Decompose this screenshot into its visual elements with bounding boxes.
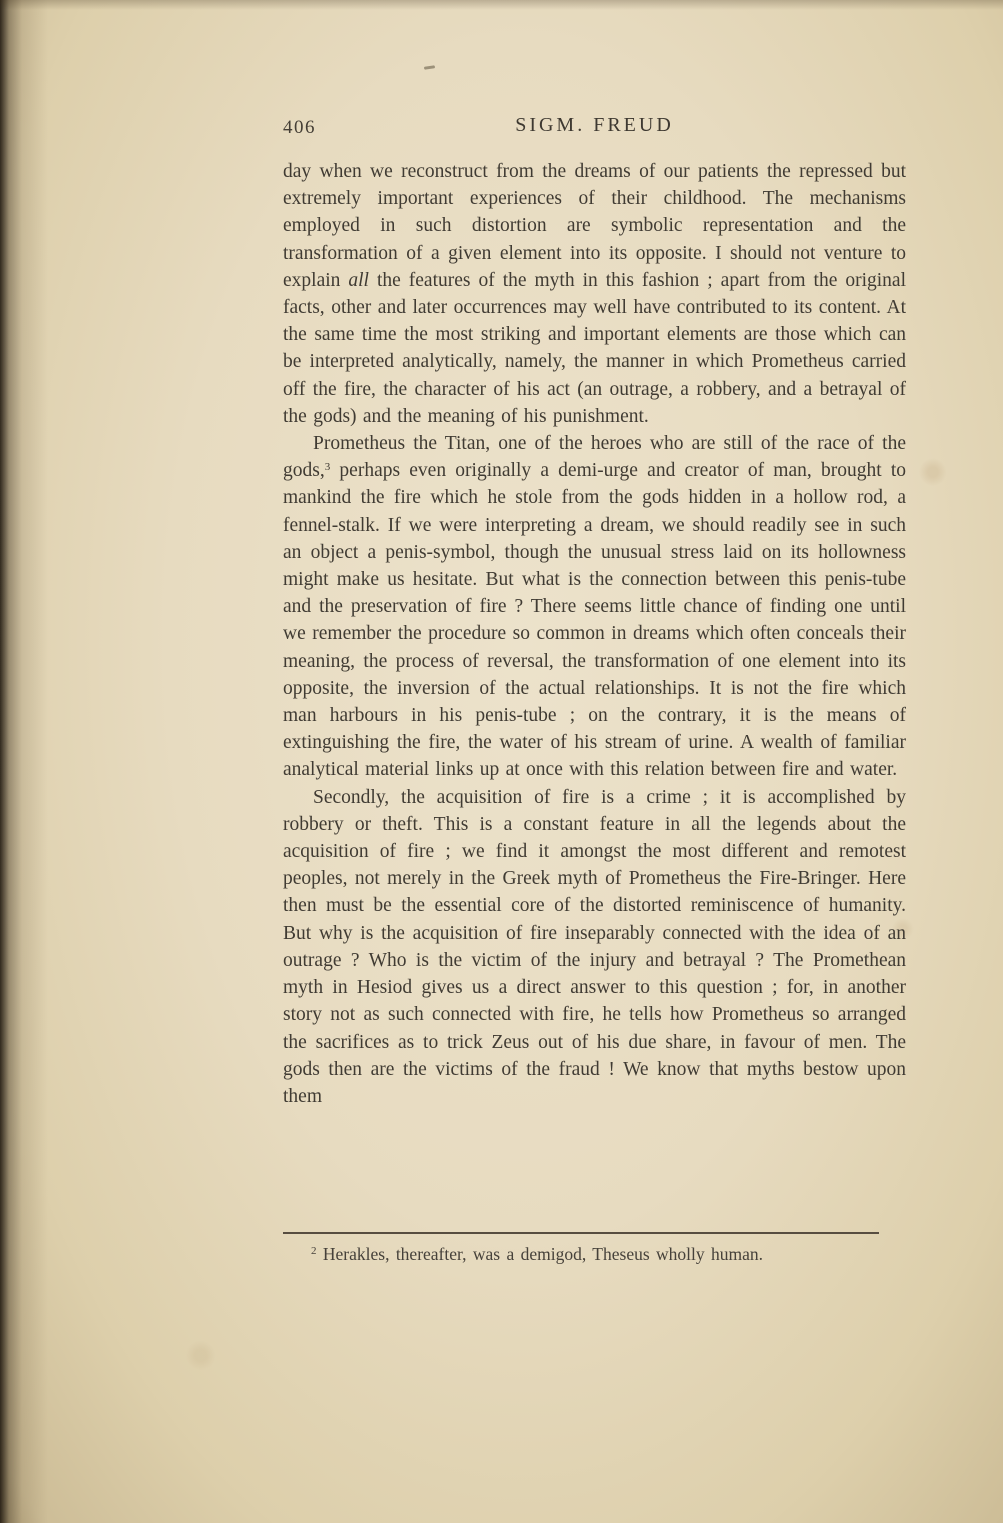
text-run: day when we reconstruct from the dreams of our patients the repressed but extremely important experiences of their childhood. The mechanisms employed in such distortion are symbolic representation and the transformation of a given element into its opposite. I should not venture to explain bbox=[283, 161, 906, 291]
footnote-marker: 2 bbox=[311, 1245, 317, 1257]
paragraph bbox=[283, 430, 906, 784]
footnote-reference: 3 bbox=[324, 461, 331, 474]
running-title: SIGM. FREUD bbox=[515, 114, 674, 136]
scan-artifact bbox=[424, 65, 435, 70]
footnote-text: Herakles, thereafter, was a demigod, Theseus wholly human. bbox=[322, 1244, 764, 1264]
text-run: Secondly, the acquisition of fire is a crime ; it is accomplished by robbery or theft. This is a constant feature in all the legends about the acquisition of fire ; we find it amongst the most different and remotest peoples, not merely in the Greek myth of Prometheus the Fire-Bringer. Here then must be the essential core of the distorted reminiscence of humanity. But why is the acquisition of fire inseparably connected with the idea of an outrage ? Who is the victim of the injury and betrayal ? The Promethean myth in Hesiod gives us a direct answer to this question ; for, in another story not as such connected with fire, he tells how Prometheus so arranged the sacrifices as to trick Zeus out of his due share, in favour of men. The gods then are the victims of the fraud ! We know that myths bestow upon them bbox=[283, 786, 906, 1107]
footnote-block bbox=[283, 1232, 906, 1265]
page-edge-shadow bbox=[0, 0, 1003, 10]
text-run: Prometheus the Titan, one of the heroes who are still of the race of the gods, bbox=[283, 433, 906, 482]
paragraph bbox=[283, 158, 906, 430]
emphasized-text: all bbox=[348, 269, 369, 291]
text-run: the features of the myth in this fashion ; apart from the original facts, other and later occurrences may well have contributed to its content. At the same time the most striking and important elements are those which can be interpreted analytically, namely, the manner in which Prometheus carried off the fire, the character of his act (an outrage, a robbery, and a betrayal of the gods) and the meaning of his punishment. bbox=[283, 269, 906, 427]
paragraph bbox=[283, 784, 906, 1110]
binding-shadow bbox=[0, 0, 48, 1523]
body-text bbox=[283, 158, 906, 1110]
page-content bbox=[283, 114, 906, 1264]
text-run: perhaps even originally a demi-urge and creator of man, brought to mankind the fire which he stole from the gods hidden in a hollow rod, a fennel-stalk. If we were interpreting a dream, we should readily see in such an object a penis-symbol, though the unusual stress laid on its hollowness might make us hesitate. But what is the connection between this penis-tube and the preservation of fire ? There seems little chance of finding one until we remember the procedure so common in dreams which often conceals their meaning, the process of reversal, the transformation of one element into its opposite, the inversion of the actual relationships. It is not the fire which man harbours in his penis-tube ; on the contrary, it is the means of extinguishing the fire, the water of his stream of urine. A wealth of familiar analytical material links up at once with this relation between fire and water. bbox=[283, 460, 906, 781]
page-number: 406 bbox=[283, 117, 316, 138]
footnote bbox=[283, 1244, 906, 1265]
page-header bbox=[283, 114, 906, 146]
footnote-divider bbox=[283, 1232, 879, 1234]
